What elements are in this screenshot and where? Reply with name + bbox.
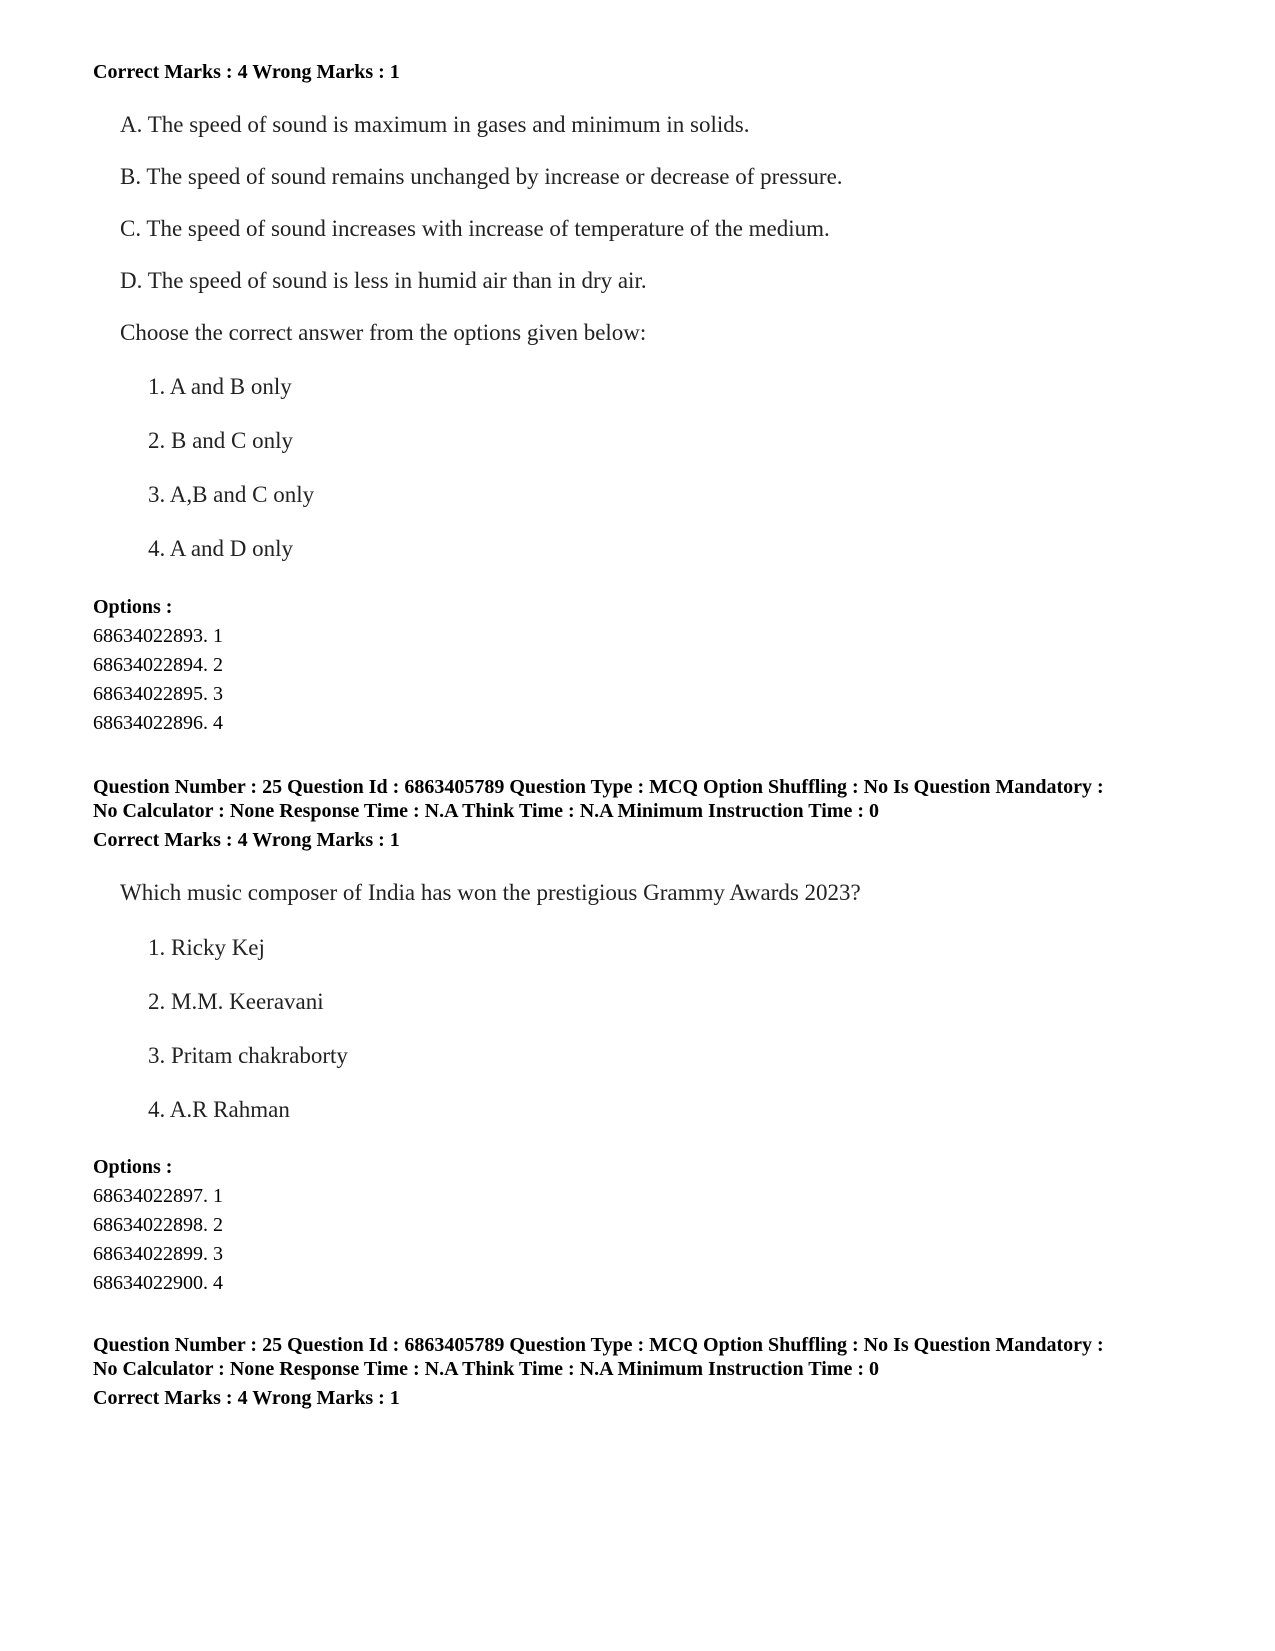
choice-4: 4. A.R Rahman — [148, 1097, 290, 1122]
question-header-line1: Question Number : 25 Question Id : 6863405789 Question Type : MCQ Option Shuffling : No Is Question Mandatory : — [93, 776, 1104, 798]
option-id-3: 68634022899. 3 — [93, 1243, 223, 1265]
statement-a: A. The speed of sound is maximum in gases and minimum in solids. — [120, 112, 750, 137]
options-label: Options : — [93, 1156, 173, 1178]
marks-line: Correct Marks : 4 Wrong Marks : 1 — [93, 1387, 400, 1409]
choice-2: 2. B and C only — [148, 428, 294, 453]
statement-b: B. The speed of sound remains unchanged by increase or decrease of pressure. — [120, 164, 843, 189]
marks-line: Correct Marks : 4 Wrong Marks : 1 — [93, 61, 400, 83]
choice-1: 1. Ricky Kej — [148, 935, 265, 960]
option-id-3: 68634022895. 3 — [93, 683, 223, 705]
option-id-4: 68634022896. 4 — [93, 712, 223, 734]
statement-c: C. The speed of sound increases with increase of temperature of the medium. — [120, 216, 830, 241]
options-label: Options : — [93, 596, 173, 618]
choice-3: 3. Pritam chakraborty — [148, 1043, 348, 1068]
statement-d: D. The speed of sound is less in humid air than in dry air. — [120, 268, 647, 293]
option-id-1: 68634022897. 1 — [93, 1185, 223, 1207]
option-id-1: 68634022893. 1 — [93, 625, 223, 647]
choice-3: 3. A,B and C only — [148, 482, 315, 507]
instruction-text: Choose the correct answer from the options given below: — [120, 320, 647, 345]
question-header-line1: Question Number : 25 Question Id : 6863405789 Question Type : MCQ Option Shuffling : No Is Question Mandatory : — [93, 1334, 1104, 1356]
option-id-4: 68634022900. 4 — [93, 1272, 223, 1294]
question-header-line2: No Calculator : None Response Time : N.A Think Time : N.A Minimum Instruction Time : 0 — [93, 1358, 879, 1380]
option-id-2: 68634022898. 2 — [93, 1214, 223, 1236]
question-header-line2: No Calculator : None Response Time : N.A Think Time : N.A Minimum Instruction Time : 0 — [93, 800, 879, 822]
choice-2: 2. M.M. Keeravani — [148, 989, 324, 1014]
question-text: Which music composer of India has won the prestigious Grammy Awards 2023? — [120, 880, 861, 905]
choice-1: 1. A and B only — [148, 374, 292, 399]
option-id-2: 68634022894. 2 — [93, 654, 223, 676]
choice-4: 4. A and D only — [148, 536, 294, 561]
marks-line: Correct Marks : 4 Wrong Marks : 1 — [93, 829, 400, 851]
